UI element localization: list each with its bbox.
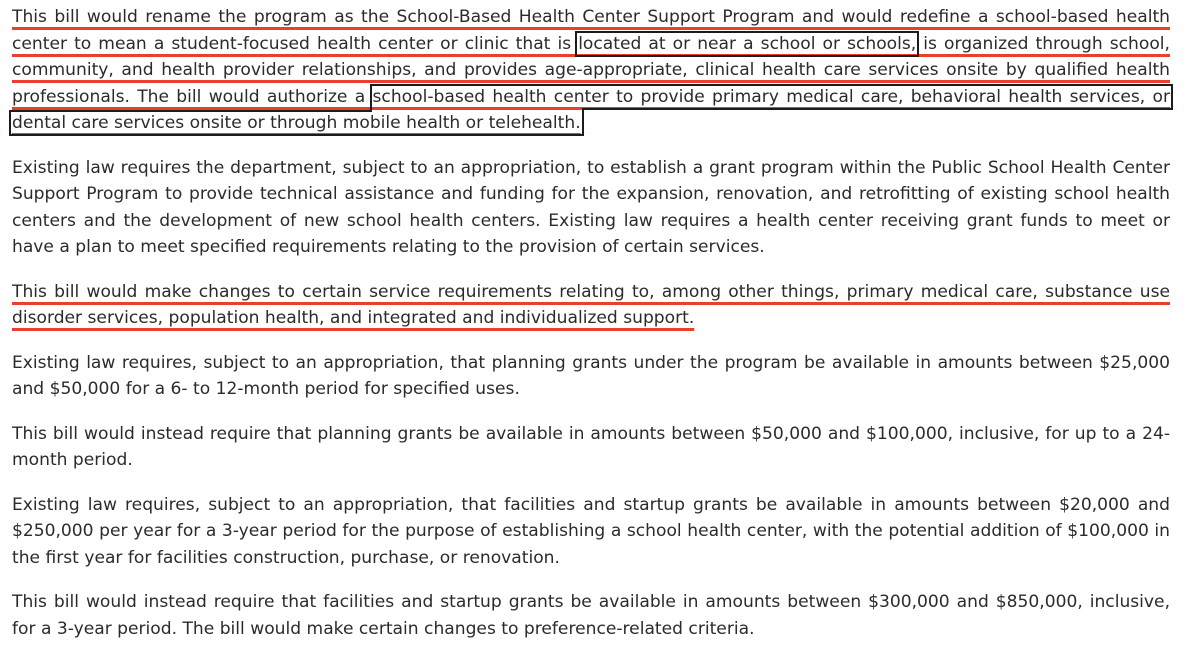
- paragraph-existing-facilities-grants: Existing law requires, subject to an appropriation, that facilities and startup grants be available in amounts between $20,000 and $250,000 per year for a 3-year period for the purpose of establishing a school health center, with the potential addition of $100,000 in the first year for facilities construction, purchase, or renovation.: [12, 494, 1170, 568]
- paragraph-existing-grant-program: Existing law requires the department, subject to an appropriation, to establish a grant program within the Public School Health Center Support Program to provide technical assistance and funding for the expansion, renovation, and retrofitting of existing school health centers and the development of new school health centers. Existing law requires a health center receiving grant funds to meet or have a plan to meet specified requirements relating to the provision of certain services.: [12, 157, 1170, 257]
- boxed-phrase-location: located at or near a school or schools,: [578, 33, 917, 54]
- underlined-text: [12, 7, 1170, 133]
- text-segment: is organized through school, community, and health provider relationships, and provides age-appropriate, clinical health care services onsite by qualified health professionals. The bill would authorize a: [12, 33, 1170, 107]
- paragraph-existing-planning-grants: Existing law requires, subject to an appropriation, that planning grants under the program be available in amounts between $25,000 and $50,000 for a 6- to 12-month period for specified uses.: [12, 352, 1170, 399]
- text-segment: This bill would rename the program as the School-Based Health Center Support Program and would redefine a school-based health center to mean a student-focused health center or clinic that is: [12, 7, 1170, 54]
- paragraph-service-changes: [12, 279, 1170, 332]
- paragraph-new-facilities-grants: This bill would instead require that facilities and startup grants be available in amounts between $300,000 and $850,000, inclusive, for a 3-year period. The bill would make certain changes to preference-related criteria.: [12, 592, 1170, 639]
- paragraph-rename-program: [12, 4, 1170, 137]
- boxed-phrase-services: school-based health center to provide primary medical care, behavioral health services, or dental care services onsite or through mobile health or telehealth.: [12, 86, 1171, 133]
- paragraph-new-planning-grants: This bill would instead require that planning grants be available in amounts between $50,000 and $100,000, inclusive, for up to a 24-month period.: [12, 423, 1170, 470]
- underlined-text: This bill would make changes to certain service requirements relating to, among other things, primary medical care, substance use disorder services, population health, and integrated and individualized support.: [12, 281, 1170, 328]
